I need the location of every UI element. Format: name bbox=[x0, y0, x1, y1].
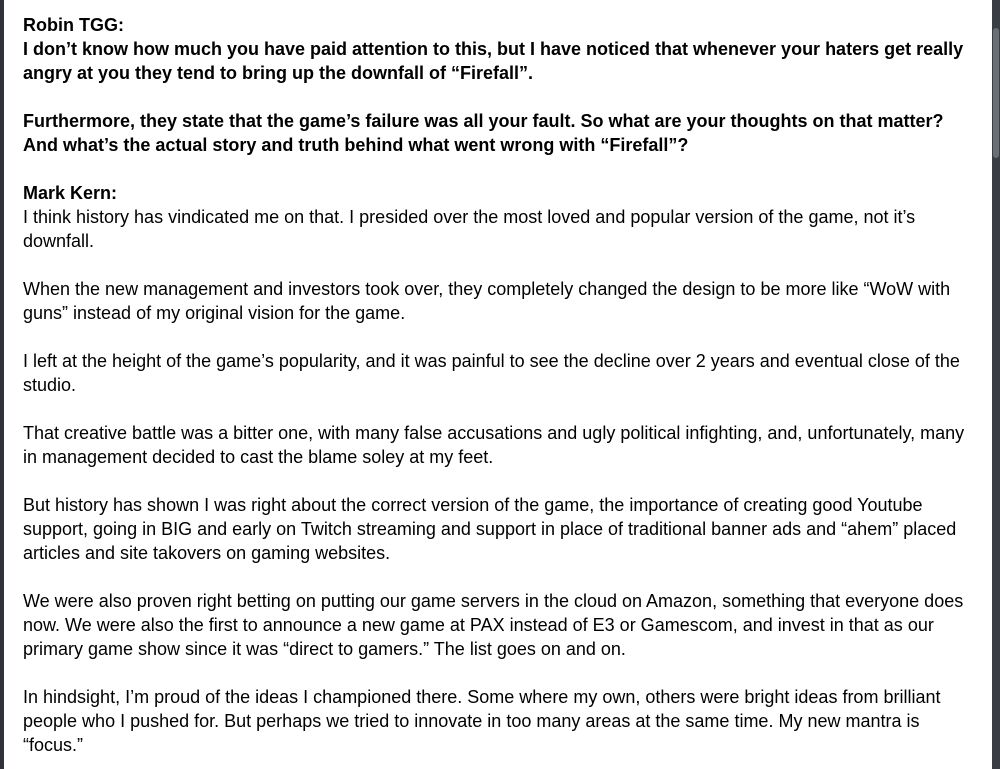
answer-block-1 bbox=[23, 181, 982, 253]
answer-block-6 bbox=[23, 589, 982, 661]
answer-paragraph-1: I think history has vindicated me on that. I presided over the most loved and popular version of the game, not it’s downfall. bbox=[23, 207, 916, 251]
question-paragraph-2: Furthermore, they state that the game’s failure was all your fault. So what are your thoughts on that matter? And what’s the actual story and truth behind what went wrong with “Firefall”? bbox=[23, 111, 944, 155]
answer-paragraph-2: When the new management and investors took over, they completely changed the design to be more like “WoW with guns” instead of my original vision for the game. bbox=[23, 279, 951, 323]
answer-block-7 bbox=[23, 685, 982, 757]
interviewer-name: Robin TGG: bbox=[23, 15, 124, 35]
answer-paragraph-5: But history has shown I was right about the correct version of the game, the importance of creating good Youtube support, going in BIG and early on Twitch streaming and support in place of traditional banner ads and “ahem” placed articles and site takovers on gaming websites. bbox=[23, 495, 957, 563]
document-page bbox=[4, 0, 992, 769]
answer-block-4 bbox=[23, 421, 982, 469]
question-block-1 bbox=[23, 13, 982, 85]
question-block-2 bbox=[23, 109, 982, 157]
answer-paragraph-7: In hindsight, I’m proud of the ideas I championed there. Some where my own, others were bright ideas from brilliant people who I pushed for. But perhaps we tried to innovate in too many areas at the same time. My new mantra is “focus.” bbox=[23, 687, 941, 755]
interviewee-name: Mark Kern: bbox=[23, 183, 118, 203]
answer-paragraph-4: That creative battle was a bitter one, with many false accusations and ugly political infighting, and, unfortunately, many in management decided to cast the blame soley at my feet. bbox=[23, 423, 965, 467]
scrollbar[interactable] bbox=[992, 0, 1000, 769]
answer-paragraph-6: We were also proven right betting on putting our game servers in the cloud on Amazon, something that everyone does now. We were also the first to announce a new game at PAX instead of E3 or Gamescom, and invest in that as our primary game show since it was “direct to gamers.” The list goes on and on. bbox=[23, 591, 964, 659]
scrollbar-thumb[interactable] bbox=[993, 28, 999, 158]
answer-paragraph-3: I left at the height of the game’s popularity, and it was painful to see the decline over 2 years and eventual close of the studio. bbox=[23, 351, 960, 395]
question-paragraph-1: I don’t know how much you have paid attention to this, but I have noticed that whenever your haters get really angry at you they tend to bring up the downfall of “Firefall”. bbox=[23, 39, 964, 83]
answer-block-3 bbox=[23, 349, 982, 397]
answer-block-2 bbox=[23, 277, 982, 325]
answer-block-5 bbox=[23, 493, 982, 565]
